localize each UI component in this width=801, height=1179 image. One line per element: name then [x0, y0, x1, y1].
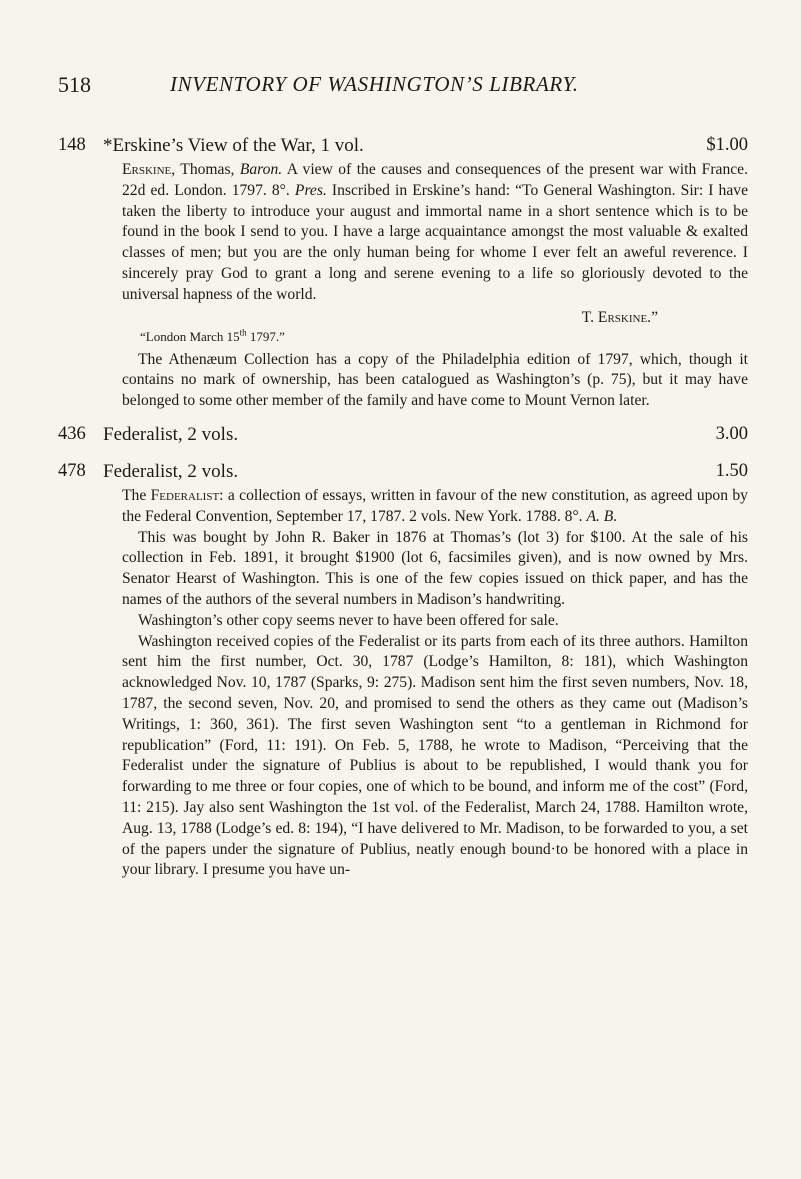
entry-description	[122, 160, 748, 412]
entry-title: Federalist, 2 vols.	[103, 423, 239, 445]
book-description: A view of the causes and consequences of the present war with France. 22d ed. London. 1797. 8°.	[122, 161, 748, 199]
dateline-superscript: th	[239, 327, 247, 338]
note-paragraph: The Athenæum Collection has a copy of the Philadelphia edition of 1797, which, though it contains no mark of ownership, has been catalogued as Washington’s (p. 75), but it may have belonged to some other member of the family and have come to Mount Vernon later.	[122, 350, 748, 410]
provenance-mark: A. B.	[586, 507, 618, 525]
dateline-text: “London March 15	[140, 328, 240, 344]
entry-number: 436	[58, 423, 86, 444]
bibliographic-paragraph	[122, 160, 748, 306]
inventory-body	[58, 135, 748, 893]
book-description: : a collection of essays, written in favour of the new constitution, as agreed upon by the Federal Convention, September 17, 1787. 2 vols. New York. 1788. 8°.	[122, 486, 748, 525]
inventory-entry-148	[58, 135, 748, 412]
author-forename: Thomas,	[175, 161, 240, 178]
inscription-text: Inscribed in Erskine’s hand: “To General Washington. Sir: I have taken the liberty to introduce your august and immortal name in a short sentence which is to be found in the book I send to you. I have a large acquaintance amongst the most valuable & exalted classes of men; but you are the only human being for whome I ever felt an aweful reverence. I sincerely pray God to grant a long and serene evening to a life so gloriously devoted to the universal hapness of the world.	[122, 181, 748, 303]
entry-heading	[58, 135, 748, 160]
note-paragraph: Washington received copies of the Federalist or its parts from each of its three authors. Hamilton sent him the first number, Oct. 30, 1787 (Lodge’s Hamilton, 8: 181), which Washington acknowledged Nov. 10, 1787 (Sparks, 9: 275). Madison sent him the first seven numbers, Nov. 18, 1787, the second seven, Nov. 20, and promised to send the others as they came out (Madison’s Writings, 1: 360, 361). The first seven Washington sent “to a gentleman in Richmond for republication” (Ford, 11: 191). On Feb. 5, 1788, he wrote to Madison, “Perceiving that the Federalist under the signature of Publius is about to be republished, I would thank you for forwarding to me three or four copies, one of which to be bound, and inform me of the cost” (Ford, 11: 215). Jay also sent Washington the 1st vol. of the Federalist, March 24, 1788. Hamilton wrote, Aug. 13, 1788 (Lodge’s ed. 8: 194), “I have delivered to Mr. Madison, to be forwarded to you, a set of the papers under the signature of Publius, neatly enough bound·to be honored with a place in your library. I presume you have un-	[122, 632, 748, 879]
entry-title: *Erskine’s View of the War, 1 vol.	[103, 135, 364, 156]
dateline-year: 1797.”	[246, 328, 285, 344]
bibliographic-paragraph	[122, 486, 748, 528]
note-paragraph: Washington’s other copy seems never to have been offered for sale.	[138, 611, 559, 629]
inventory-entry-436	[58, 424, 748, 449]
entry-heading	[58, 461, 748, 486]
note-paragraph: This was bought by John R. Baker in 1876 at Thomas’s (lot 3) for $100. At the sale of his collection in Feb. 1891, it brought $1900 (lot 6, facsimiles given), and is now owned by Mrs. Senator Hearst of Washington. This is one of the few copies issued on thick paper, and has the names of the authors of the several numbers in Madison’s handwriting.	[122, 528, 748, 608]
page-number: 518	[58, 72, 91, 97]
entry-price: 1.50	[715, 460, 748, 481]
lead-article: The	[122, 486, 151, 504]
book-title: Federalist	[150, 486, 220, 504]
author-name: Erskine,	[122, 161, 176, 178]
inscription-dateline	[140, 328, 748, 346]
author-title: Baron.	[239, 161, 283, 178]
inscription-signature: T. Erskine.”	[581, 308, 658, 326]
provenance-mark: Pres.	[294, 181, 327, 199]
running-title: INVENTORY OF WASHINGTON’S LIBRARY.	[170, 72, 579, 96]
entry-number: 148	[58, 135, 86, 155]
entry-price: $1.00	[706, 135, 748, 155]
entry-heading	[58, 424, 748, 449]
entry-number: 478	[58, 460, 86, 481]
entry-description	[122, 486, 748, 881]
entry-price: 3.00	[715, 423, 748, 444]
inventory-entry-478	[58, 461, 748, 881]
page-header	[58, 72, 748, 102]
entry-title: Federalist, 2 vols.	[103, 460, 239, 482]
